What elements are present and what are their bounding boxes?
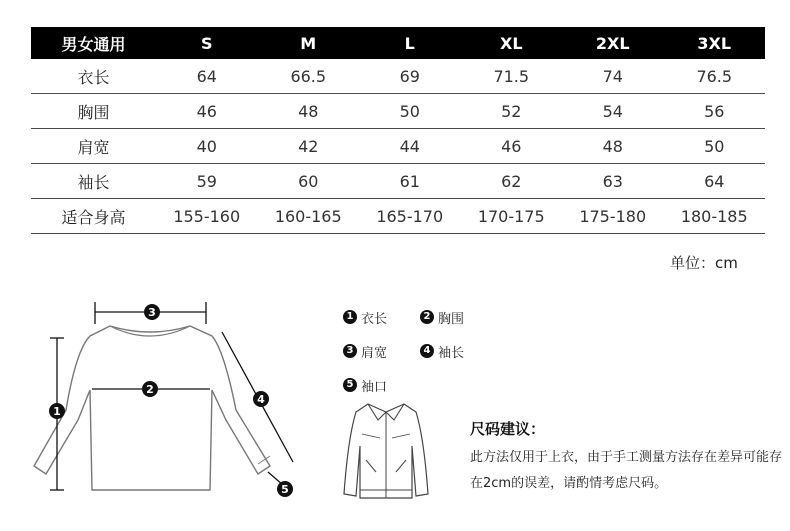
jacket-sketch-icon	[340, 398, 432, 502]
header-cell: S	[156, 27, 258, 59]
legend-row	[343, 334, 497, 368]
table-cell: 59	[156, 164, 258, 199]
jacket-seam	[362, 434, 380, 438]
header-cell: L	[359, 27, 461, 59]
legend-item	[343, 376, 420, 395]
legend-number: 3	[343, 344, 357, 358]
table-cell: 63	[562, 164, 664, 199]
row-label: 肩宽	[31, 129, 156, 164]
header-cell: M	[258, 27, 360, 59]
legend-number: 5	[343, 378, 357, 392]
table-cell: 50	[664, 129, 766, 164]
table-cell: 74	[562, 59, 664, 94]
table-cell: 64	[156, 59, 258, 94]
table-cell: 61	[359, 164, 461, 199]
table-cell: 66.5	[258, 59, 360, 94]
table-row	[31, 199, 765, 234]
marker-2-label: 2	[146, 383, 154, 396]
table-header-row	[31, 27, 765, 59]
header-cell: XL	[461, 27, 563, 59]
legend-label: 衣长	[361, 311, 388, 327]
table-row	[31, 94, 765, 129]
size-chart-table	[31, 27, 765, 234]
table-cell: 50	[359, 94, 461, 129]
table-cell: 40	[156, 129, 258, 164]
size-advice-text: 此方法仅用于上衣，由于手工测量方法存在差异可能存在2cm的误差，请酌情考虑尺码。	[470, 450, 783, 491]
size-advice-title: 尺码建议：	[470, 420, 546, 438]
table-cell: 48	[258, 94, 360, 129]
shirt-measurement-diagram	[0, 290, 330, 515]
table-cell: 155-160	[156, 199, 258, 234]
table-cell: 56	[664, 94, 766, 129]
table-cell: 170-175	[461, 199, 563, 234]
unit-label: 单位：cm	[670, 254, 738, 272]
row-label: 衣长	[31, 59, 156, 94]
header-cell: 2XL	[562, 27, 664, 59]
table-cell: 54	[562, 94, 664, 129]
header-cell: 3XL	[664, 27, 766, 59]
legend-label: 胸围	[438, 311, 465, 327]
row-label: 胸围	[31, 94, 156, 129]
table-cell: 71.5	[461, 59, 563, 94]
table-cell: 48	[562, 129, 664, 164]
legend-row	[343, 300, 497, 334]
legend-row	[343, 368, 497, 402]
legend-number: 4	[420, 344, 434, 358]
table-cell: 52	[461, 94, 563, 129]
marker-5-label: 5	[281, 483, 289, 496]
table-row	[31, 164, 765, 199]
marker-4-label: 4	[257, 393, 265, 406]
table-cell: 69	[359, 59, 461, 94]
table-cell: 62	[461, 164, 563, 199]
jacket-pocket	[396, 460, 406, 472]
table-cell: 165-170	[359, 199, 461, 234]
marker-1-label: 1	[53, 405, 61, 418]
legend-item	[343, 342, 420, 361]
shirt-outline	[34, 326, 270, 490]
table-cell: 64	[664, 164, 766, 199]
legend-item	[343, 308, 420, 327]
legend-item	[420, 342, 497, 361]
table-cell: 60	[258, 164, 360, 199]
jacket-seam	[392, 434, 410, 438]
legend-number: 1	[343, 310, 357, 324]
row-label: 袖长	[31, 164, 156, 199]
header-cell: 男女通用	[31, 27, 156, 59]
legend-item	[420, 308, 497, 327]
jacket-pocket	[366, 460, 376, 472]
table-row	[31, 59, 765, 94]
legend-label: 袖长	[438, 345, 465, 361]
row-label: 适合身高	[31, 199, 156, 234]
marker-3-label: 3	[148, 306, 156, 319]
table-cell: 42	[258, 129, 360, 164]
measurement-legend	[343, 300, 497, 402]
table-row	[31, 129, 765, 164]
table-cell: 46	[461, 129, 563, 164]
table-cell: 46	[156, 94, 258, 129]
table-cell: 160-165	[258, 199, 360, 234]
legend-label: 袖口	[361, 379, 388, 395]
table-cell: 76.5	[664, 59, 766, 94]
table-cell: 180-185	[664, 199, 766, 234]
shirt-collar	[110, 326, 190, 336]
legend-label: 肩宽	[361, 345, 388, 361]
table-cell: 44	[359, 129, 461, 164]
legend-number: 2	[420, 310, 434, 324]
table-cell: 175-180	[562, 199, 664, 234]
